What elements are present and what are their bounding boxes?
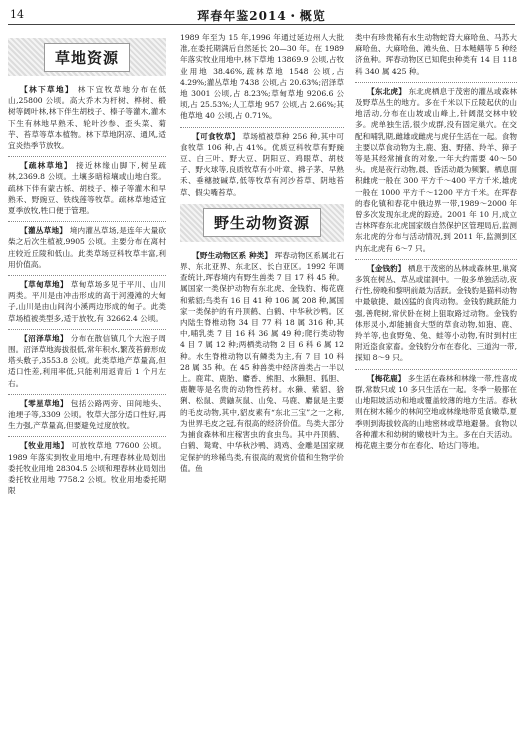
page-number: 14 [10, 8, 24, 21]
entry-text: 类中有珍贵稀有水生动物蛇背大麻哈鱼、马苏大麻哈鱼、大麻哈鱼、滩头鱼、日本鲢鳝等 5 种经济鱼种。珲春动物区已知爬虫种类有 14 目 118 科 340 属 425 种。 [355, 33, 517, 76]
entry-text: 珲春动物区系属北石界、东北亚界、东北区、长白亚区。1992 年调查统计,珲春境内有野生兽类 7 目 17 科 45 种。属国家一类保护动物有东北虎、金钱豹、梅花鹿和紫貂;鸟类有 16 目 41 种 106 属 208 种,属国家一类保护的有丹顶鹤、白鹤、中华秋沙鸭。区内陆生脊椎动物 34 目 77 科 18 属 316 种,其中,哺乳类 7 目 16 科 36 属 49 种;爬行类动物 4 目 7 属 12 种;两栖类动物 2 目 6 科 6 属 12 种。水生脊椎动物以有鳞类为主,有 7 目 10 科 28 属 35 种。在 45 种兽类中经济兽类占一半以上。鹿茸、鹿胎、麝香、熊胆、水獭胆、狐胆、鹿鞭等是名贵的动物性药材。水獭、紫貂、猞猁、松鼠、黄鼬灰鼠、山兔、马鹿、麝鼠是主要的毛皮动物,其中,貂皮素有“东北三宝”之一之称,为世界毛皮之冠,有很高的经济价值。鸟类大部分为捕食森林和庄稼害虫的食虫鸟。其中丹顶鹤、白鹤、鸳鸯、中华秋沙鸭、鸿鸡、金雕是国家规定保护的珍稀鸟类,有很高的观赏价值和生物学价值。鱼 [180, 250, 344, 473]
entry-paragraph [8, 436, 166, 496]
entry-paragraph [355, 82, 517, 254]
entry-term: 【可食牧草】 [192, 131, 240, 141]
entry-term: 【东北虎】 [367, 86, 406, 96]
entry-paragraph [8, 84, 166, 151]
entry-text: 多生活在森林和林缘一带,性喜成群,常数只或 10 多只生活在一起。冬季一般都在山地阳坡活动和地或覆盖较薄的地方生活。春秋则在树木稀少的林间空地或林缘地带觅食嫩草,夏季则到海拔较高的山地密林或草地避暑。食物以各种灌木和幼树的嫩枝叶为主。多在白天活动。梅花鹿主要分布在春化、哈达门等地。 [355, 373, 517, 450]
entry-text: 1989 年至为 15 年,1996 年通过延边州人大批准,在委托期满后自然延长 20—30 年。在 1989 年落实牧业用地中,林下草地 13869.9 公顷,占牧业用地 38.46%,疏林草地 1548 公顷,占 4.29%;灌丛草地 7438 公顷,占 20.63%;沼泽草地 3001 公顷,占 8.23%;草甸草地 9206.6 公顷,占 25.53%;人工草地 957 公顷,占 2.66%;其他草地 40 公顷,占 0.71%。 [180, 33, 344, 121]
entry-term: 【草甸草地】 [20, 280, 68, 290]
entry-text: 包括公路两旁、田间地头、池埂子等,3309 公顷。牧草大部分适口性好,再生力强,产草量高,但要避免过度放牧。 [8, 398, 166, 431]
entry-paragraph [180, 32, 344, 122]
entry-text: 可放牧草地 77600 公顷。1989 年落实到牧业用地中,有理春林业局划出委托牧业用地 28304.5 公顷和理春林业局划出委托牧业用地 7758.2 公顷。牧业用地委托期限 [8, 441, 166, 496]
entry-term: 【疏林草地】 [20, 161, 73, 171]
section-title: 野生动物资源 [203, 208, 321, 237]
page-header [8, 6, 515, 25]
entry-paragraph [355, 259, 517, 364]
section-banner-wildlife [180, 204, 344, 242]
column-2 [180, 32, 344, 744]
running-title: 珲春年鉴2014・概览 [197, 9, 326, 23]
entry-term: 【野生动物区系 种类】 [192, 250, 273, 260]
entry-text: 林下宜牧草地分布在低山,25800 公顷。高大乔木为杆树、桦树、椴树等阔叶林,林下伴生胡枝子、榛子等灌木,灌木下生有林地早熟禾、轮叶沙参、歪头菜、菊芋、苔草等草本植物。林下草地阴凉、通风,适宜炎热季节放牧。 [8, 85, 166, 151]
entry-text: 草甸草场多见于平川、山川两类。平川是由冲击形成的高于河漫滩的大甸子,山川是由山间沟小溪两边形成的甸子。此类草场植被类型多,适于放牧,有 32662.4 公顷。 [8, 280, 166, 323]
entry-paragraph [180, 127, 344, 198]
section-title: 草地资源 [44, 43, 130, 72]
entry-term: 【灌丛草地】 [20, 226, 68, 236]
entry-term: 【沼泽草地】 [20, 333, 68, 343]
entry-paragraph [8, 156, 166, 216]
entry-paragraph [180, 250, 344, 474]
entry-paragraph [8, 221, 166, 270]
entry-paragraph [8, 275, 166, 324]
entry-text: 东北虎栖息于茂密的灌丛或森林及野草丛生的地方。多在千米以下丘陵起伏的山地活动,分布在山坡或山峰上,针阔混交林中较多。虎单独生活,很少成群,没有固定巢穴。在交配和哺乳期,雌雄或雌虎与虎仔生活在一起。食物主要以草食动物为主,鹿、狍、野猪、羚羊、獐子等是其经常捕食的对象,一年大约需要 40～50 头。虎是夜行动物,晨、昏活动最为频繁。栖息面积雌虎一般在 300 平方千～400 平方千米,雄虎一般在 1000 平方千～1200 平方千米。在珲春的春化镇和春花中俄边界一带,1989～2000 年曾多次发现东北虎的踪迹。2001 年 10 月,成立吉林珲春东北虎国家级自然保护区管理局后,监测东北虎的分布与活动情况,到 2011 年,监测到区内东北虎有 6～7 只。 [355, 86, 517, 253]
entry-term: 【金钱豹】 [367, 263, 406, 273]
entry-paragraph [8, 329, 166, 389]
entry-text: 接近林缘山脚下,树呈疏林,2369.8 公顷。土壤多暗棕壤或山地白浆。疏林下伴有蒙古栎、胡枝子、榛子等灌木和早熟禾、野豌豆、铁线莲等牧草。疏林草地适宜夏季放牧,牲口便于管理。 [8, 161, 166, 216]
column-3 [355, 32, 517, 744]
entry-term: 【牧业用地】 [20, 441, 69, 451]
entry-text: 草场植被草种 256 种,其中可食牧草 106 种,占 41%。优质豆科牧草有野豌豆、白三叶、野大豆、阴阳豆、鸡眼草、胡枝子、野火球等,良质牧草有小叶章、拂子茅、早熟禾、垂穗披碱草,低等牧草有河沙苔草、阴地苔草、假尖嘴苔草。 [180, 131, 344, 197]
entry-term: 【林下草地】 [20, 85, 74, 94]
entry-text: 分布在散信镇几个大泡子周围。沼泽草地海拔很低,常年积水,繁茂苔藓形成塔头敷子,3553.8 公顷。此类草地产草量高,但适口性差,利用率低,只能利用返青后 1 个月左右。 [8, 333, 166, 388]
column-1 [8, 32, 166, 744]
section-banner-grassland [8, 38, 166, 76]
entry-text: 栖息于茂密的丛林或森林里,巢窝多筑在树丛、草丛或崖洞中。一般多单独活动,夜行性,傍晚和黎明前最为活跃。金钱豹是猫科动物中最敏捷、最凶猛的食肉动物。金钱豹跳跃能力强,善爬树,常伏卧在树上狙取路过动物。金钱豹体形灵小,却能捕食大型的草食动物,如狍、鹿、羚羊等,也食野兔、兔、蛙等小动物,有时到村庄附近盗食家畜。金钱豹分布在春化、三道沟一带,探知 8～9 只。 [355, 263, 517, 363]
entry-text: 境内灌丛草场,是连年大量砍柴之后次生植被,9905 公顷。主要分布在离村庄较近丘陵和低山。此类草场豆科牧草丰富,利用价值高。 [8, 226, 166, 269]
entry-paragraph [355, 32, 517, 77]
entry-paragraph [355, 369, 517, 451]
entry-term: 【梅花鹿】 [367, 373, 406, 383]
entry-term: 【零星草地】 [20, 398, 68, 408]
entry-paragraph [8, 394, 166, 432]
